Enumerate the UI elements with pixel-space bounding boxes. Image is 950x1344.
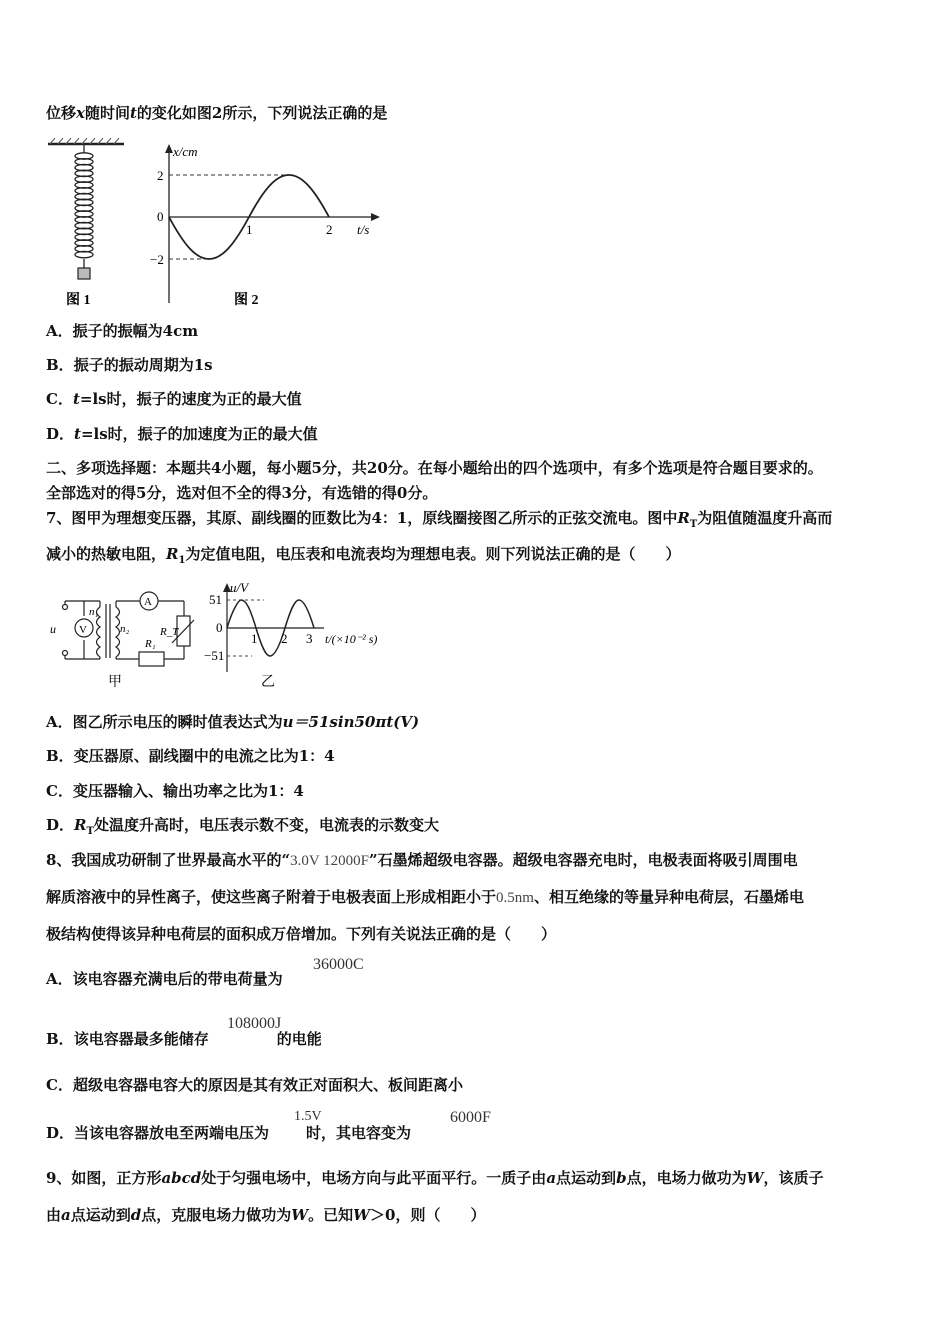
fig1-label: 图 1 xyxy=(66,293,91,308)
q9-text: ，该质子 xyxy=(763,1169,824,1187)
option-text: 该电容器最多能储存 xyxy=(73,1030,209,1048)
subscript: 1 xyxy=(178,555,186,566)
t-tick: 3 xyxy=(306,631,313,646)
q9-text: 9、如图，正方形 xyxy=(46,1169,162,1187)
mass-block xyxy=(78,268,90,279)
intro-line xyxy=(46,102,387,123)
n2-label: n₂ xyxy=(120,623,130,635)
option-text: 变压器原、副线圈中的电流之比为1：4 xyxy=(73,747,335,765)
u-tick: 51 xyxy=(209,592,222,607)
u-tick: −51 xyxy=(204,648,225,663)
x-tick: 2 xyxy=(326,222,333,237)
option-label: D． xyxy=(46,816,75,834)
q9-text: 处于匀强电场中，电场方向与此平面平行。一质子由 xyxy=(201,1169,547,1187)
option-label: A． xyxy=(46,322,73,340)
y-tick: 0 xyxy=(157,209,164,224)
intro-text: 位移 xyxy=(46,104,77,122)
x-tick: 1 xyxy=(246,222,253,237)
transformer-figure xyxy=(44,580,394,695)
q8-option-c xyxy=(46,1074,463,1095)
intro-text: 随时间 xyxy=(84,104,130,122)
q6-option-a xyxy=(46,320,198,341)
option-label: A． xyxy=(46,970,73,988)
q8-text: 8、我国成功研制了世界最高水平的“ xyxy=(46,851,291,869)
spring-coils xyxy=(75,153,93,258)
q6-option-b xyxy=(46,354,213,375)
x-axis-label: t/s xyxy=(357,222,370,237)
var-t: t xyxy=(129,104,137,122)
option-text: 该电容器充满电后的带电荷量为 xyxy=(72,970,283,988)
q8-line2 xyxy=(46,886,804,907)
fig-jia-label: 甲 xyxy=(108,675,122,690)
q8-text: ”石墨烯超级电容器。超级电容器充电时，电极表面将吸引周围电 xyxy=(368,851,798,869)
distance-value: 0.5nm xyxy=(496,890,534,906)
var-x: x xyxy=(76,104,85,122)
capacitance-value: 6000F xyxy=(450,1109,491,1126)
t-tick: 2 xyxy=(281,631,288,646)
formula: u＝51sin50πt(V) xyxy=(282,713,420,731)
option-label: D． xyxy=(46,425,75,443)
var-d: d xyxy=(130,1206,142,1224)
option-text: 处温度升高时，电压表示数不变，电流表的示数变大 xyxy=(93,816,439,834)
q9-line2 xyxy=(46,1204,485,1225)
option-text: =ls时，振子的速度为正的最大值 xyxy=(79,390,302,408)
q8-line1 xyxy=(46,849,798,870)
t-tick: 1 xyxy=(251,631,258,646)
ut-graph xyxy=(204,580,377,690)
subscript: T xyxy=(86,826,94,837)
rt-label: R_T xyxy=(160,626,179,638)
voltmeter-label: V xyxy=(79,624,87,636)
option-text: =ls时，振子的加速度为正的最大值 xyxy=(80,425,318,443)
option-text: 的电能 xyxy=(276,1030,322,1048)
option-text: 振子的振动周期为1s xyxy=(73,356,213,374)
option-label: B． xyxy=(46,1030,74,1048)
q6-option-c xyxy=(46,388,302,409)
energy-value: 108000J xyxy=(227,1015,282,1032)
var-abcd: abcd xyxy=(161,1169,202,1187)
var-r: R xyxy=(74,816,87,834)
var-r: R xyxy=(677,509,690,527)
option-text: 图乙所示电压的瞬时值表达式为 xyxy=(72,713,283,731)
option-text: 当该电容器放电至两端电压为 xyxy=(74,1124,270,1142)
option-label: B． xyxy=(46,356,74,374)
option-label: C． xyxy=(46,1076,73,1094)
y-axis-label: x/cm xyxy=(173,144,198,159)
q9-text: 点运动到 xyxy=(70,1206,131,1224)
q7-text: 7、图甲为理想变压器，其原、副线圈的匝数比为4：1，原线圈接图乙所示的正弦交流电。图中 xyxy=(46,509,678,527)
t-axis-label: t/(×10⁻² s) xyxy=(325,632,378,646)
option-label: C． xyxy=(46,390,73,408)
var-t: t xyxy=(72,390,80,408)
var-t: t xyxy=(74,425,81,443)
n1-label: n₁ xyxy=(89,606,99,618)
xt-graph xyxy=(150,144,380,308)
charge-value: 36000C xyxy=(313,956,364,973)
q7-line2 xyxy=(46,543,680,566)
option-label: C． xyxy=(46,782,73,800)
u-axis-label: u/V xyxy=(230,580,249,595)
fig-yi-label: 乙 xyxy=(261,675,275,690)
q7-option-b xyxy=(46,745,335,766)
q8-option-a xyxy=(46,968,283,989)
q7-option-a xyxy=(46,711,419,732)
ammeter-label: A xyxy=(144,596,152,608)
y-tick: −2 xyxy=(150,252,164,267)
q9-text: ＞0，则（ ） xyxy=(370,1206,486,1224)
q6-option-d xyxy=(46,423,318,444)
voltage-value: 1.5V xyxy=(294,1109,322,1124)
q7-option-c xyxy=(46,780,304,801)
q7-text: 为阻值随温度升高而 xyxy=(697,509,833,527)
q9-text: 由 xyxy=(46,1206,62,1224)
fig2-label: 图 2 xyxy=(234,293,259,308)
section2-line2: 全部选对的得5分，选对但不全的得3分，有选错的得0分。 xyxy=(46,484,438,502)
r1-label: R₁ xyxy=(145,638,156,650)
option-label: A． xyxy=(46,713,73,731)
q9-line1 xyxy=(46,1167,823,1188)
q7-text: 为定值电阻，电压表和电流表均为理想电表。则下列说法正确的是（ ） xyxy=(185,545,681,563)
option-text: 振子的振幅为4cm xyxy=(72,322,199,340)
u-tick: 0 xyxy=(216,620,223,635)
option-text: 时，其电容变为 xyxy=(306,1124,412,1142)
source-label: u xyxy=(50,622,56,636)
option-label: B． xyxy=(46,747,74,765)
q8-text: 、相互绝缘的等量异种电荷层，石墨烯电 xyxy=(533,888,804,906)
q9-text: 点，电场力做功为 xyxy=(626,1169,747,1187)
q9-text: 点运动到 xyxy=(556,1169,617,1187)
q8-text: 解质溶液中的异性离子，使这些离子附着于电极表面上形成相距小于 xyxy=(46,888,497,906)
spring-figure xyxy=(44,135,384,310)
q9-text: 。已知 xyxy=(308,1206,354,1224)
option-text: 超级电容器电容大的原因是其有效正对面积大、板间距离小 xyxy=(72,1076,463,1094)
q7-option-d xyxy=(46,814,439,837)
section2-line1: 二、多项选择题：本题共4小题，每小题5分，共20分。在每小题给出的四个选项中，有多个选项是符合题目要求的。 xyxy=(46,459,823,477)
option-text: 变压器输入、输出功率之比为1：4 xyxy=(72,782,304,800)
option-label: D． xyxy=(46,1124,75,1142)
q9-text: 点，克服电场力做功为 xyxy=(141,1206,292,1224)
subscript: T xyxy=(689,519,698,530)
var-w: W xyxy=(746,1169,764,1187)
q7-text: 减小的热敏电阻， xyxy=(46,545,167,563)
var-b: b xyxy=(616,1169,627,1187)
capacitor-spec: 3.0V 12000F xyxy=(290,853,369,869)
q7-line1 xyxy=(46,507,832,530)
var-a: a xyxy=(546,1169,557,1187)
intro-text: 的变化如图2所示，下列说法正确的是 xyxy=(136,104,388,122)
q8-option-d xyxy=(46,1122,411,1143)
var-w: W xyxy=(291,1206,309,1224)
var-a: a xyxy=(61,1206,71,1224)
var-w: W xyxy=(353,1206,371,1224)
y-tick: 2 xyxy=(157,168,164,183)
var-r: R xyxy=(166,545,179,563)
q8-line3: 极结构使得该异种电荷层的面积成万倍增加。下列有关说法正确的是（ ） xyxy=(46,925,557,943)
